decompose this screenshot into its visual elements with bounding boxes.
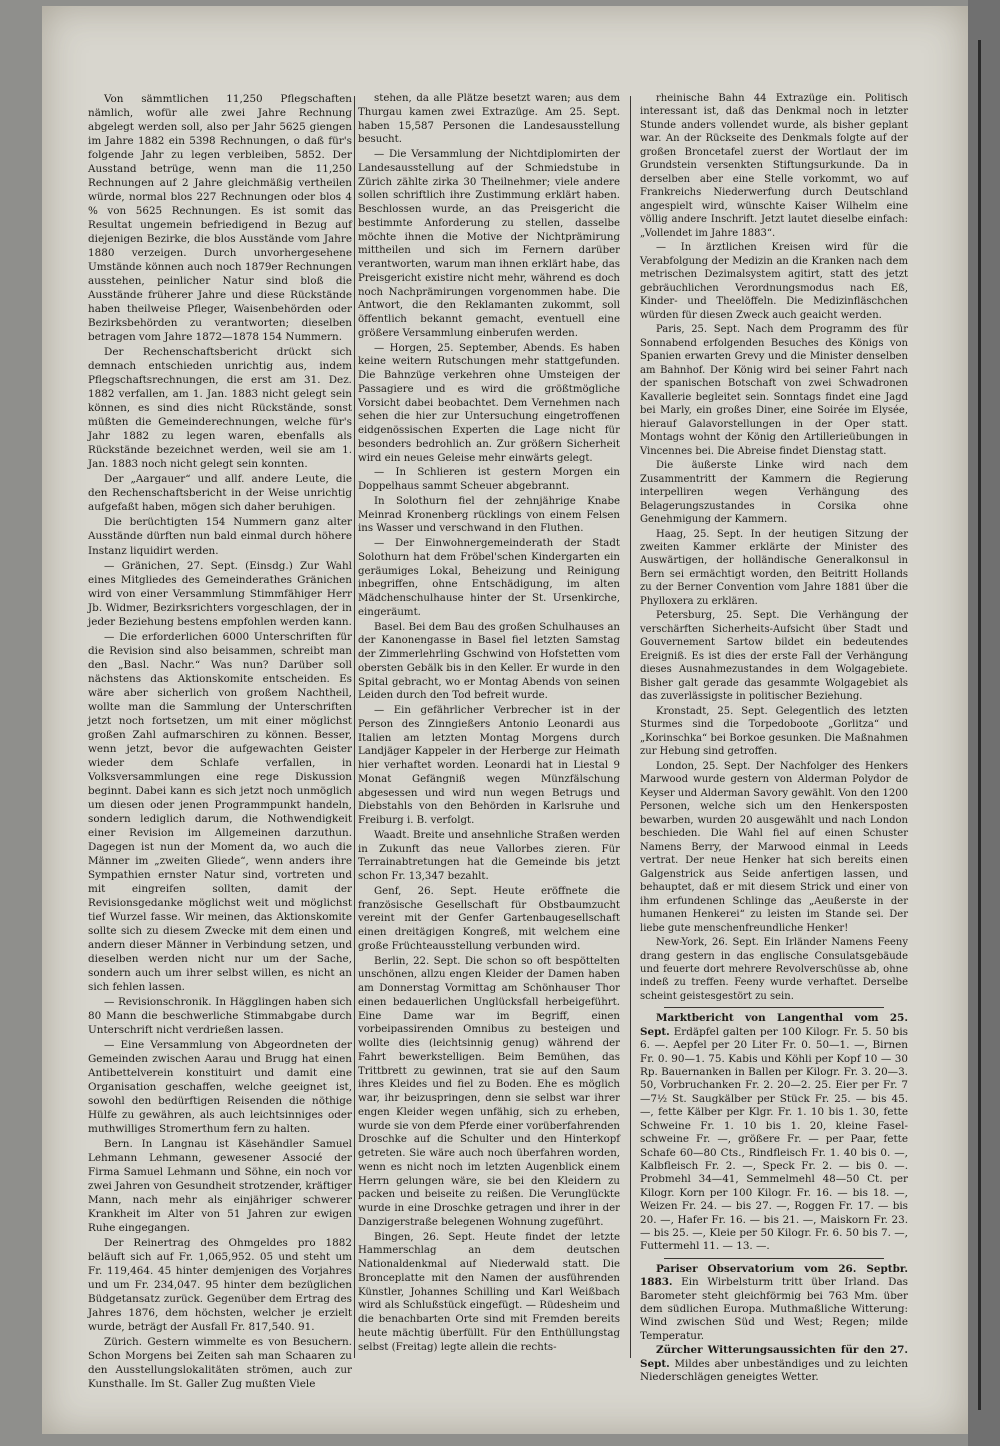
article-paragraph: Zürich. Gestern wimmelte es von Besuchern. Schon Morgens bei Zeiten sah man Schaaren zu den Ausstellungslokalitäten strömen, auch zur Kunsthalle. Im St. Galler Zug mußten Viele [88,1336,352,1391]
column-rule-left [354,96,355,1358]
article-paragraph: — Der Einwohnergemeinderath der Stadt Solothurn hat dem Fröbel'schen Kindergarten ein geräumiges Lokal, Beheizung und Reinigung inbegriffen, ohne Entschädigung, im alten Mädchenschulhause hinter der St. Ursenkirche, eingeräumt. [358,538,620,618]
article-paragraph: — Eine Versammlung von Abgeordneten der Gemeinden zwischen Aarau und Brugg hat einen Antibettelverein konstituirt und damit eine Organisation geschaffen, welche geeignet ist, sowohl den bedürftigen Reisenden die nöthige Hülfe zu gewähren, als auch leichtsinniges oder muthwilliges Stromerthum fern zu halten. [88,1039,352,1136]
article-paragraph: Der „Aargauer“ und allf. andere Leute, die den Rechenschaftsbericht in der Weise unrichtig aufgefaßt haben, mögen sich daher beruhigen. [88,473,352,514]
article-paragraph: Bingen, 26. Sept. Heute findet der letzte Hammerschlag an dem deutschen Nationaldenkmal auf Niederwald statt. Die Bronceplatte mit den Namen der ausführenden Künstler, Johannes Schilling und Karl Weißbach wird als Schlußstück eingefügt. — Rüdesheim und die benachbarten Orte sind mit Fremden bereits heute mächtig überfüllt. Für den Enthüllungstag selbst (Freitag) legte allein die rechts- [358,1231,620,1353]
article-paragraph: Kronstadt, 25. Sept. Gelegentlich des letzten Sturmes sind die Torpedoboote „Gorlitza“ und „Korinschka“ bei Borkoe gesunken. Die Maßnahmen zur Hebung sind getroffen. [640,705,908,758]
article-paragraph: rheinische Bahn 44 Extrazüge ein. Politisch interessant ist, daß das Denkmal noch in letzter Stunde anders vollendet wurde, als bisher geplant war. An der Rückseite des Denkmals folgte auf der großen Broncetafel zuerst der Wortlaut der im Grundstein versenkten Stiftungsurkunde. Da in derselben aber eine Stelle vorkommt, wo auf Frankreichs Niederwerfung durch Deutschland angespielt wird, wünschte Kaiser Wilhelm eine völlig andere Inschrift. Jetzt lautet dieselbe einfach: „Vollendet im Jahre 1883“. [640,93,908,239]
market-report-title: Marktbericht von Langenthal vom 25. Sept. [640,1012,908,1038]
article-paragraph: Berlin, 22. Sept. Die schon so oft bespöttelten unschönen, allzu engen Kleider der Damen haben am Donnerstag Vormittag am Schönhauser Thor einen bedauerlichen Unglücksfall herbeigeführt. Eine Dame war im Begriff, einen vorbeipassirenden Omnibus zu besteigen und wollte dies (leichtsinnig genug) während der Fahrt bewerkstelligen. Beim Bemühen, das Trittbrett zu gewinnen, trat sie auf den Saum ihres Kleides und fiel zu Boden. Ehe es möglich war, ihr beizuspringen, denn sie selbst war ihrer engen Kleider wegen unfähig, sich zu erheben, wurde sie von dem Pferde einer vorüberfahrenden Droschke auf die Schulter und den Hinterkopf getreten. Sie wäre auch noch überfahren worden, wenn es nicht noch im letzten Augenblick einem Herrn gelungen wäre, sie bei den Kleidern zu packen und beiseite zu reißen. Die Verunglückte wurde in eine Droschke getragen und ihrer in der Danzigerstraße belegenen Wohnung zugeführt. [358,955,620,1228]
market-report-text: Erdäpfel galten per 100 Kilogr. Fr. 5. 50 bis 6. —. Aepfel per 20 Liter Fr. 0. 50—1. —, Birnen Fr. 0. 90—1. 75. Kabis und Köhli per Kopf 10 — 30 Rp. Bauernanken in Ballen per Kilogr. Fr. 3. 20—3. 50, Vorbruchanken Fr. 2. 20—2. 25. Eier per Fr. 7—7½ St. Saugkälber per Stück Fr. 25. — bis 45. —, fette Kälber per Klgr. Fr. 1. 10 bis 1. 30, fette Schweine Fr. 1. 10 bis 1. 20, kleine Fasel-schweine Fr. —, größere Fr. — per Paar, fette Schafe 60—80 Cts., Rindfleisch Fr. 1. 40 bis 0. —, Kalbfleisch Fr. 2. —, Speck Fr. 2. — bis 0. —. Probmehl 34—41, Semmelmehl 48—50 Ct. per Kilogr. Korn per 100 Kilogr. Fr. 16. — bis 18. —, Weizen Fr. 24. — bis 27. —, Roggen Fr. 17. — bis 20. —, Hafer Fr. 16. — bis 21. —, Maiskorn Fr. 23. — bis 25. —, Kleie per 50 Kilogr. Fr. 6. 50 bis 7. —, Futtermehl 11. — 13. —. [640,1025,908,1253]
weather-forecast [640,1344,908,1384]
forecast-title: Zürcher Witterungsaussichten für den 27. Sept. [640,1344,908,1370]
article-paragraph: — Gränichen, 27. Sept. (Einsdg.) Zur Wahl eines Mitgliedes des Gemeinderathes Gränichen wird von einer Versammlung Stimmfähiger Herr Jb. Widmer, Bezirksrichters vorgeschlagen, der in jeder Beziehung bestens empfohlen werden kann. [88,559,352,628]
article-paragraph: Basel. Bei dem Bau des großen Schulhauses an der Kanonengasse in Basel fiel letzten Samstag der Zimmerlehrling Gschwind von Hofstetten vom obersten Gebälk bis in den Keller. Er wurde in den Spital gebracht, wo er Montag Abends von seinen Leiden durch den Tod befreit wurde. [358,621,620,702]
observatory-report [640,1263,908,1343]
article-paragraph: Bern. In Langnau ist Käsehändler Samuel Lehmann Lehmann, gewesener Associé der Firma Samuel Lehmann und Söhne, ein noch vor zwei Jahren von Gesundheit strotzender, kräftiger Mann, nach mehr als einjähriger schwerer Krankheit im Alter von 51 Jahren zur ewigen Ruhe eingegangen. [88,1138,352,1235]
article-paragraph: Der Reinertrag des Ohmgeldes pro 1882 beläuft sich auf Fr. 1,065,952. 05 und steht um Fr. 119,464. 45 hinter demjenigen des Vorjahres und um Fr. 234,047. 95 hinter dem bezüglichen Büdgetansatz zurück. Gegenüber dem Ertrag des Jahres 1876, dem höchsten, welcher je erzielt wurde, beträgt der Ausfall Fr. 817,540. 91. [88,1237,352,1334]
article-paragraph: Die äußerste Linke wird nach dem Zusammentritt der Kammern die Regierung interpelliren wegen Verhängung des Belagerungszustandes in Corsika ohne Genehmigung der Kammern. [640,460,908,526]
article-paragraph: Haag, 25. Sept. In der heutigen Sitzung der zweiten Kammer erklärte der Minister des Auswärtigen, der holländische Generalkonsul in Bern sei ermächtigt worden, den Beitritt Hollands zu der Berner Convention vom Jahre 1881 über die Phylloxera zu erklären. [640,528,908,607]
forecast-text: Mildes aber unbeständiges und zu leichten Niederschlägen geneigtes Wetter. [640,1357,909,1384]
column-2 [358,92,620,1355]
article-paragraph: — Ein gefährlicher Verbrecher ist in der Person des Zinngießers Antonio Leonardi aus Italien am letzten Montag Morgens durch Landjäger Kappeler in der Herberge zur Heimath hier verhaftet worden. Leonardi hat in Liestal 9 Monat Gefängniß wegen Münzfälschung abgesessen und wird nun wegen Betrugs und Diebstahls von den Behörden in Karlsruhe und Freiburg i. B. verfolgt. [358,705,620,826]
column-3 [640,92,908,1385]
article-paragraph: stehen, da alle Plätze besetzt waren; aus dem Thurgau kamen zwei Extrazüge. Am 25. Sept. haben 15,587 Personen die Landesausstellung besucht. [358,93,620,146]
article-paragraph: — In ärztlichen Kreisen wird für die Verabfolgung der Medizin an die Kranken nach dem metrischen Dezimalsystem agitirt, statt des jetzt gebräuchlichen Verordnungsmodus nach Eß, Kinder- und Theelöffeln. Die Medizinfläschchen würden für diesen Zweck auch geaicht werden. [640,242,908,321]
column-rule-right [630,96,631,1358]
article-paragraph: — Die Versammlung der Nichtdiplomirten der Landesausstellung auf der Schmiedstube in Zürich zählte zirka 30 Theilnehmer; viele andere sollen schriftlich ihre Zustimmung erklärt haben. Beschlossen wurde, an das Preisgericht die bestimmte Anforderung zu stellen, dasselbe möchte ihnen die Motive der Nichtprämirung mittheilen und sich im Fernern darüber verantworten, warum man ihnen erklärt habe, das Preisgericht existire nicht mehr, während es doch noch Nachprämirungen vorgenommen habe. Die Antwort, die den Reklamanten zukommt, soll öffentlich bekannt gemacht, eventuell eine größere Versammlung einberufen werden. [358,149,620,339]
article-paragraph: — In Schlieren ist gestern Morgen ein Doppelhaus sammt Scheuer abgebrannt. [358,467,620,492]
article-paragraph: — Horgen, 25. September, Abends. Es haben keine weitern Rutschungen mehr stattgefunden. Die Bahnzüge verkehren ohne Umsteigen der Passagiere und es wird die größtmögliche Vorsicht dabei beobachtet. Dem Vernehmen nach sehen die hier zur Untersuchung eingetroffenen eidgenössischen Experten die Lage nicht für besonders bedrohlich an. Zur größern Sicherheit wird ein neues Geleise mehr einwärts gelegt. [358,342,620,464]
observatory-text: Ein Wirbelsturm tritt über Irland. Das Barometer steht gleichförmig bei 763 Mm. über dem südlichen Europa. Muthmaßliche Witterung: Wind zwischen Süd und West; Regen; milde Temperatur. [640,1276,908,1342]
article-paragraph: New-York, 26. Sept. Ein Irländer Namens Feeny drang gestern in das englische Consulatsgebäude und feuerte dort mehrere Revolverschüsse ab, ohne indeß zu treffen. Feeny wurde verhaftet. Derselbe scheint geistesgestört zu sein. [640,937,908,1002]
article-paragraph: Der Rechenschaftsbericht drückt sich demnach entschieden unrichtig aus, indem Pflegschaftsrechnungen, die erst am 31. Dez. 1882 verfallen, am 1. Jan. 1883 nicht gelegt sein können, es sind dies nicht Rückstände, sonst müßten die Gemeinderechnungen, welche für's Jahr 1882 zu legen waren, ebenfalls als Rückstände bezeichnet werden, weil sie am 1. Jan. 1883 noch nicht gelegt sein konnten. [88,346,352,471]
column-1 [88,92,352,1392]
article-paragraph: Petersburg, 25. Sept. Die Verhängung der verschärften Sicherheits-Aufsicht über Stadt und Gouvernement Sartow bildet ein bedeutendes Ereigniß. Es ist dies der erste Fall der Verhängung dieses Ausnahmezustandes in dem Wolgagebiete. Bisher galt gerade das gesammte Wolgagebiet als das zuverlässigste in politischer Beziehung. [640,610,908,703]
article-paragraph: Paris, 25. Sept. Nach dem Programm des für Sonnabend erfolgenden Besuches des Königs von Spanien erwarten Grevy und die Minister denselben am Bahnhof. Der König wird bei seiner Fahrt nach der spanischen Botschaft von zwei Schwadronen Kavallerie begleitet sein. Sonntags findet eine Jagd bei Marly, ein großes Diner, eine Soirée im Elysée, hierauf Galavorstellungen in der Oper statt. Montags wohnt der König den Artillerieübungen in Vincennes bei. Die Abreise findet Dienstag statt. [640,324,908,457]
market-report [640,1012,908,1253]
article-paragraph: In Solothurn fiel der zehnjährige Knabe Meinrad Kronenberg rücklings von einem Felsen ins Wasser und verschwand in den Fluthen. [358,495,620,535]
article-paragraph: London, 25. Sept. Der Nachfolger des Henkers Marwood wurde gestern von Alderman Polydor de Keyser und Alderman Savory gewählt. Von den 1200 Personen, welche sich um den Henkersposten bewarben, wurden 20 ausgewählt und nach London beschieden. Die Wahl fiel auf einen Schuster Namens Berry, der Marwood einmal in Leeds vertrat. Der neue Henker hat sich bereits einen Galgenstrick aus Seide anfertigen lassen, und behauptet, daß er mit diesem Strick und einer von ihm erfundenen Schlinge das „Aeußerste in der humanen Henkerei“ zu leisten im Stande sei. Der liebe gute menschenfreundliche Henker! [640,760,908,934]
article-paragraph: Die berüchtigten 154 Nummern ganz alter Ausstände dürften nun bald einmal durch höhere Instanz liquidirt werden. [88,516,352,557]
section-divider [664,1007,884,1008]
observatory-title: Pariser Observatorium vom 26. Septbr. 1883. [640,1262,908,1289]
article-paragraph: Genf, 26. Sept. Heute eröffnete die französische Gesellschaft für Obstbaumzucht vereint mit der Genfer Gartenbaugesellschaft einen dreitägigen Kongreß, mit welchem eine große Früchteausstellung verbunden wird. [358,885,620,952]
article-paragraph: — Revisionschronik. In Hägglingen haben sich 80 Mann die beschwerliche Stimmabgabe durch Unterschrift nicht verdrießen lassen. [88,996,352,1037]
section-divider [664,1258,884,1259]
article-paragraph: Von sämmtlichen 11,250 Pflegschaften nämlich, wofür alle zwei Jahre Rechnung abgelegt werden soll, also per Jahr 5625 giengen im Jahre 1882 ein 5398 Rechnungen, o daß für's folgende Jahr zu legen verbleiben, 5852. Der Ausstand betrüge, wenn man die 11,250 Rechnungen auf 2 Jahre gleichmäßig vertheilen würde, normal blos 227 Rechnungen oder blos 4 % von 5625 Rechnungen. Es ist somit das Resultat ungemein befriedigend in Bezug auf diejenigen Bezirke, die blos Ausstände vom Jahre 1880 verzeigen. Durch unvorhergesehene Umstände können auch noch 1879er Rechnungen ausstehen, peinlicher Natur sind bloß die Ausstände früherer Jahre und diese Rückstände haben theilweise Pfleger, Waisenbehörden oder Bezirksbehörden zu verantworten; dieselben betragen vom Jahre 1872—1878 154 Nummern. [88,93,352,344]
binding-line [978,40,981,1410]
article-paragraph: — Die erforderlichen 6000 Unterschriften für die Revision sind also beisammen, schreibt man den „Basl. Nachr.“ Was nun? Darüber soll nächstens das Aktionskomite entscheiden. Es wäre aber sicherlich von großem Nachtheil, wollte man die Sammlung der Unterschriften jetzt noch fortsetzen, um mit einer möglichst großen Zahl aufmarschiren zu können. Besser, wenn jetzt, bevor die aufgewachten Geister wieder dem Schlafe verfallen, in Volksversammlungen eine rege Diskussion beginnt. Dabei kann es sich jetzt noch unmöglich um diesen oder jenen Programmpunkt handeln, sondern lediglich darum, die Nothwendigkeit einer Revision im Allgemeinen darzuthun. Dagegen ist nun der Moment da, wo auch die Männer im „zweiten Gliede“, wenn anders ihre Sympathien ernster Natur sind, vortreten und mit eingreifen sollten, damit der Revisionsgedanke möglichst weit und möglichst tief Wurzel fasse. Wir meinen, das Aktionskomite sollte sich zu diesem Zwecke mit dem einen und andern dieser Männer in Verbindung setzen, und dieselben werden nicht nur um der Sache, sondern auch um ihrer selbst willen, es nicht an sich fehlen lassen. [88,630,352,993]
page-edge [968,0,1000,1446]
article-paragraph: Waadt. Breite und ansehnliche Straßen werden in Zukunft das neue Vallorbes zieren. Für Terrainabtretungen hat die Gemeinde bis jetzt schon Fr. 13,347 bezahlt. [358,829,620,882]
